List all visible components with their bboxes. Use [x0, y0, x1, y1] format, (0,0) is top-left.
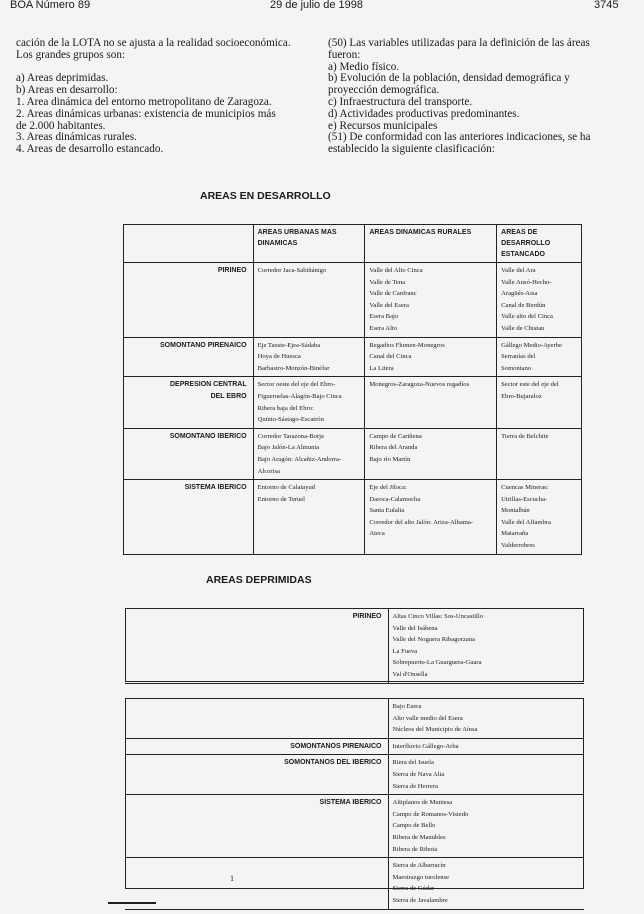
cell-line: SOMONTANO IBERICO	[169, 432, 247, 440]
table-row	[124, 428, 582, 479]
urbanas-cell	[253, 263, 365, 338]
cell-line: DEPRESION CENTRAL	[169, 381, 247, 389]
cell-line: Canal de Berdún	[501, 301, 546, 309]
cell-line: Entorno de Calatayud	[257, 484, 316, 492]
table-row	[124, 337, 582, 377]
cell-line: Sector este del eje del	[501, 381, 559, 389]
area-item: Valle del Noguera Ribagorzana	[392, 636, 476, 644]
rurales-cell	[365, 337, 497, 377]
section-title-deprimidas: AREAS DEPRIMIDAS	[206, 574, 312, 586]
cell-line: Quinto-Sástago-Escatrón	[257, 416, 324, 424]
rurales-cell	[365, 377, 497, 428]
area-item: Val d'Onsella	[392, 670, 428, 678]
table-row	[124, 263, 582, 338]
text-line: c) Infraestructura del transporte.	[328, 95, 473, 108]
text-line: 4. Areas de desarrollo estancado.	[16, 143, 164, 156]
cell-line: Corredor Tarazona-Borja	[257, 432, 324, 440]
header-rurales: AREAS DINAMICAS RURALES	[365, 225, 497, 263]
cell-line: Bajo Aragón: Alcañiz-Andorra-	[257, 455, 342, 463]
area-item: Sobrepuerto-La Guarguera-Guara	[392, 659, 482, 667]
cell-line: Ebro-Bujaraloz	[501, 392, 542, 400]
cell-line: Santa Eulalia	[369, 507, 405, 515]
estancado-cell	[497, 377, 582, 428]
cell-line: Ateca	[369, 530, 385, 538]
cell-line: SISTEMA IBERICO	[184, 484, 247, 492]
region-label: SOMONTANOS DEL IBERICO	[125, 755, 388, 795]
cell-line: Corredor Jaca-Sabiñánigo	[257, 267, 327, 274]
cell-line: Montalbán	[501, 507, 530, 515]
region-cell	[124, 263, 254, 338]
area-item: Riera del Isuela	[392, 759, 434, 767]
cell-line: Figueruelas-Alagón-Bajo Cinca	[257, 392, 342, 400]
cell-line: Regadíos Flumen-Monegros	[369, 341, 445, 349]
region-cell	[124, 377, 254, 428]
publication-date: 29 de julio de 1998	[270, 0, 363, 11]
cell-line: Tierra de Belchite	[501, 432, 549, 440]
left-column-text	[16, 38, 291, 156]
area-item: Sierra de Herrera	[392, 782, 438, 790]
area-item: Campo de Bello	[392, 822, 436, 830]
cell-line: Corredor del alto Jalón: Ariza-Alhama-	[369, 518, 474, 526]
cell-line: Esera Bajo	[369, 313, 399, 321]
cell-line: Valle del Alfambra	[501, 518, 551, 526]
cell-line: Valle Ansó-Hecho-	[501, 278, 552, 286]
area-item: Valle del Isábena	[392, 624, 438, 632]
cell-line: Utrillas-Escucha-	[501, 495, 548, 503]
area-item: Sierra de Albarracín	[392, 862, 446, 870]
text-line: 1. Area dinámica del entorno metropolitano de Zaragoza.	[16, 95, 272, 108]
area-item: Sierra de Nava Alta	[392, 770, 445, 778]
cell-line: Gállego Medio-Ayerbe	[501, 341, 562, 349]
text-line: b) Evolución de la población, densidad demográfica y	[328, 72, 570, 85]
cell-line: SOMONTANO PIRENAICO	[160, 341, 247, 349]
table-areas-desarrollo	[123, 224, 582, 555]
table-row	[124, 480, 582, 555]
page-number: 3745	[594, 0, 619, 11]
cell-line: DEL EBRO	[210, 392, 247, 400]
footer-rule	[108, 902, 156, 904]
text-line: d) Actividades productivas predominantes.	[328, 107, 520, 120]
area-item: Núcleos del Municipio de Aínsa	[392, 726, 478, 734]
stray-mark: 1	[230, 874, 234, 883]
text-line: b) Areas en desarrollo:	[16, 84, 118, 97]
cell-line: Sector oeste del eje del Ebro-	[257, 381, 336, 389]
cell-line: Ribera del Aranda	[369, 444, 418, 452]
area-item: Alto valle medio del Esera	[392, 714, 463, 722]
table-frame	[125, 608, 584, 682]
cell-line: Bajo Jalón-La Almunia	[257, 444, 320, 452]
cell-line: Valle del Esera	[369, 301, 409, 309]
cell-line: Ribera baja del Ebro:	[257, 404, 314, 412]
urbanas-cell	[253, 480, 365, 555]
cell-line: Matarraña	[501, 530, 529, 538]
area-item: Altiplanos de Muniesa	[392, 799, 453, 807]
area-item: Sierra de Gúdar	[392, 885, 435, 893]
cell-line: Barbastro-Monzón-Binéfar	[257, 364, 330, 372]
area-item: La Fueva	[392, 647, 418, 655]
text-line: 3. Areas dinámicas rurales.	[16, 131, 137, 144]
cell-line: Valle del Ara	[501, 267, 536, 274]
area-item: Bajo Esera	[392, 703, 422, 710]
text-line: a) Areas deprimidas.	[16, 72, 109, 85]
page-header	[0, 0, 644, 12]
text-line: e) Recursos municipales	[328, 119, 438, 132]
region-label: PIRINEO	[125, 609, 388, 684]
region-cell	[124, 480, 254, 555]
text-line: fueron:	[328, 48, 361, 61]
text-line: proyección demográfica.	[328, 84, 440, 97]
area-item: Interfluvio Gállego-Arba	[392, 742, 459, 750]
text-line: Los grandes grupos son:	[16, 48, 126, 61]
rurales-cell	[365, 263, 497, 338]
estancado-cell	[497, 263, 582, 338]
header-urbanas: AREAS URBANAS MAS DINAMICAS	[253, 225, 365, 263]
area-item: Ribera de Ribota	[392, 845, 438, 853]
cell-line: Alcorisa	[257, 467, 280, 475]
cell-line: Valle de Canfranc	[369, 290, 417, 298]
estancado-cell	[497, 337, 582, 377]
cell-line: Serranías del	[501, 353, 536, 361]
cell-line: Aragüés-Aisa	[501, 290, 538, 298]
cell-line: Valderrobres	[501, 542, 535, 550]
cell-line: Valle del Alto Cinca	[369, 267, 423, 274]
text-line: establecido la siguiente clasificación:	[328, 143, 495, 156]
cell-line: Daroca-Calamocha	[369, 495, 421, 503]
cell-line: Eje Tauste-Ejea-Sádaba	[257, 341, 321, 349]
cell-line: La Litera	[369, 364, 394, 372]
header-corner	[124, 225, 254, 263]
area-item: Campo de Romanos-Visiedo	[392, 810, 469, 818]
text-line: (51) De conformidad con las anteriores indicaciones, se ha	[328, 131, 591, 144]
table-frame	[125, 698, 584, 889]
text-line: cación de la LOTA no se ajusta a la realidad socioeconómica.	[16, 37, 291, 49]
rurales-cell	[365, 480, 497, 555]
area-item: Ribera de Manubles	[392, 833, 446, 841]
cell-line: PIRINEO	[217, 267, 247, 274]
text-line: de 2.000 habitantes.	[16, 119, 106, 132]
right-column-text	[328, 38, 591, 156]
cell-line: Somontano	[501, 364, 532, 372]
area-item: Maestrazgo turolense	[392, 873, 450, 881]
text-line: (50) Las variables utilizadas para la definición de las áreas	[328, 37, 590, 49]
urbanas-cell	[253, 428, 365, 479]
region-label: SOMONTANOS PIRENAICO	[125, 738, 388, 755]
cell-line: Valle de Tena	[369, 278, 406, 286]
region-label: SISTEMA IBERICO	[125, 795, 388, 858]
estancado-cell	[497, 480, 582, 555]
urbanas-cell	[253, 337, 365, 377]
cell-line: Valle alto del Cinca	[501, 313, 553, 321]
cell-line: Bajo río Martín	[369, 455, 411, 463]
cell-line: Eje del Jiloca:	[369, 484, 407, 492]
area-item: Altas Cinco Villas: Sos-Uncastillo	[392, 613, 484, 620]
area-item: Sierra de Javalambre	[392, 896, 448, 904]
section-title-desarrollo: AREAS EN DESARROLLO	[200, 190, 331, 202]
cell-line: Monegros-Zaragoza-Nuevos regadíos	[369, 381, 470, 389]
text-line: a) Medio físico.	[328, 60, 400, 73]
cell-line: Canal del Cinca	[369, 353, 412, 361]
cell-line: Cuencas Mineras:	[501, 484, 549, 492]
cell-line: Hoya de Huesca	[257, 353, 301, 361]
urbanas-cell	[253, 377, 365, 428]
region-cell	[124, 428, 254, 479]
journal-name: BOA Número 89	[10, 0, 91, 11]
cell-line: Campo de Cariñena	[369, 432, 422, 440]
region-cell	[124, 337, 254, 377]
header-estancado: AREAS DE DESARROLLO ESTANCADO	[497, 225, 582, 263]
cell-line: Valle de Chistau	[501, 324, 545, 332]
text-line: 2. Areas dinámicas urbanas: existencia de municipios más	[16, 107, 276, 120]
cell-line: Esera Alto	[369, 324, 398, 332]
estancado-cell	[497, 428, 582, 479]
cell-line: Entorno de Teruel	[257, 495, 305, 503]
table-row	[124, 377, 582, 428]
rurales-cell	[365, 428, 497, 479]
table-header-row	[124, 225, 582, 263]
